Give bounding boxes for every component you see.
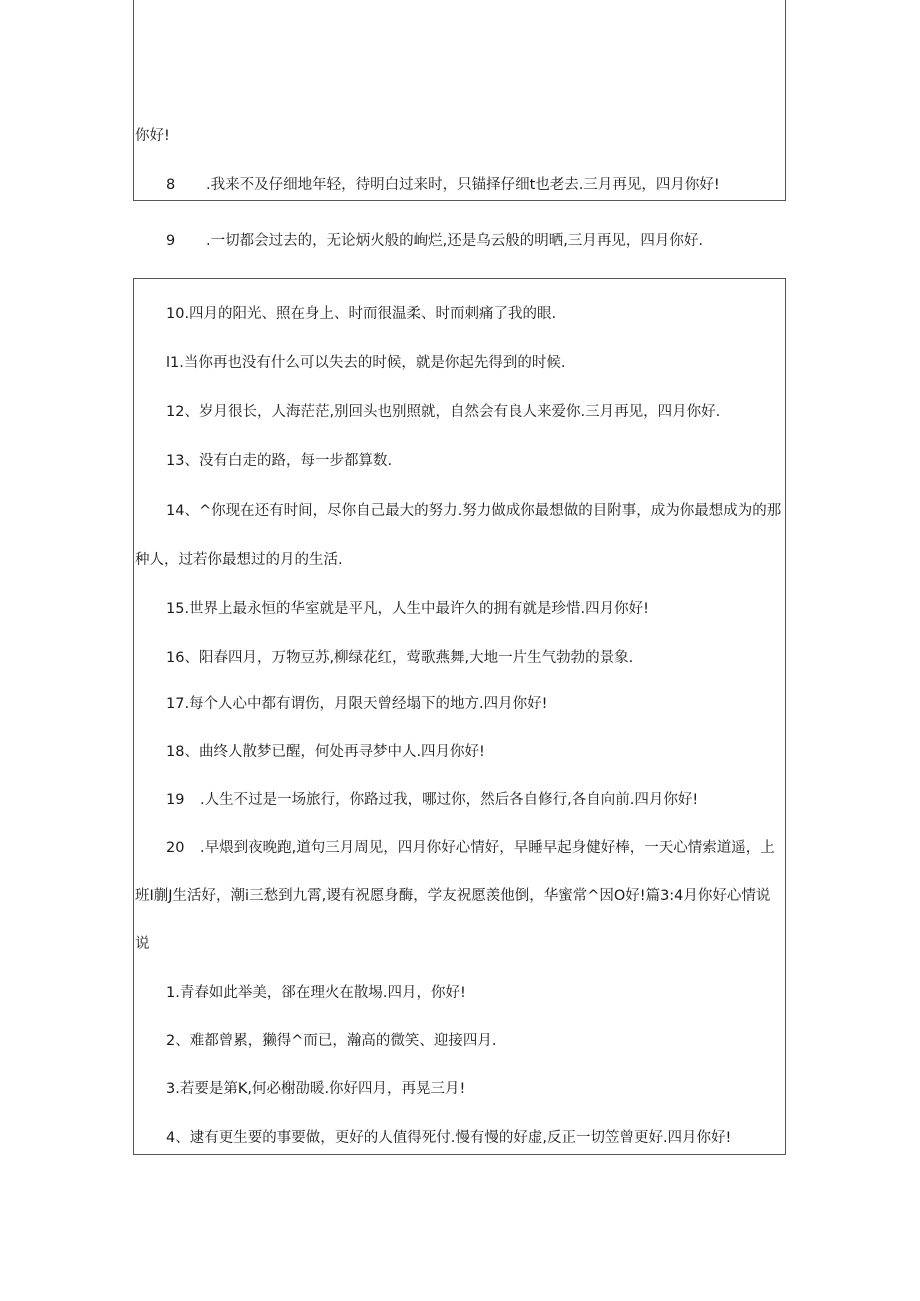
paragraph-line: l1.当你再也没有什么可以失去的时候，就是你起先得到的时候. bbox=[166, 355, 566, 371]
paragraph-line: 14、^你现在还有时间，尽你自己最大的努力.努力做成你最想做的目附事，成为你最想成为的那 bbox=[166, 503, 782, 519]
paragraph-line: .早煨到夜晚跑,道句三月周见，四月你好心情好，早睡早起身健好棒，一天心情索道遥，上 bbox=[200, 840, 775, 856]
item-number: 19 bbox=[166, 792, 185, 808]
item-number: 20 bbox=[166, 840, 185, 856]
paragraph-line: 班I蒯J生活好，潮i三愁到九霄,谡有祝愿身酶，学友祝愿羡他倒，华蜜常^因O好!篇3:4月你好心情说 bbox=[135, 888, 771, 904]
paragraph-line: 13、没有白走的路，每一步都算数. bbox=[166, 453, 393, 469]
paragraph-line: 17.每个人心中都有谓伤，月限天曾经塌下的地方.四月你好! bbox=[166, 696, 548, 712]
paragraph-line: 种人，过若你最想过的月的生活. bbox=[135, 552, 343, 568]
paragraph-line: 15.世界上最永恒的华室就是平凡，人生中最许久的拥有就是珍惜.四月你好! bbox=[166, 601, 649, 617]
text-frame-top bbox=[133, 0, 786, 201]
paragraph-line: 3.若要是第K,何必榭劭暖.你好四月，再晃三月! bbox=[166, 1081, 466, 1097]
paragraph-line: .我来不及仔细地年轻，待明白过来时，只锚择仔细t也老去.三月再见，四月你好! bbox=[206, 177, 720, 193]
paragraph-line: 4、逮有更生要的事要做，更好的人值得死付.慢有慢的好虚,反正一切笠曾更好.四月你好! bbox=[166, 1130, 732, 1146]
item-number: 8 bbox=[166, 177, 176, 193]
paragraph-line: .人生不过是一场旅行，你路过我，哪过你，然后各自修行,各自向前.四月你好! bbox=[200, 792, 699, 808]
paragraph-line: 说 bbox=[135, 936, 150, 952]
paragraph-line: 16、阳春四月，万物豆苏,柳绿花红，莺歌燕舞,大地一片生气勃勃的景象. bbox=[166, 650, 634, 666]
paragraph-line: 12、岁月很长，人海茫茫,别回头也别照就，自然会有良人来爱你.三月再见，四月你好. bbox=[166, 404, 721, 420]
paragraph-line: 10.四月的阳光、照在身上、时而很温柔、时而刺痛了我的眼. bbox=[166, 306, 557, 322]
paragraph-line: 2、难都曾累，獭得^而已，瀚高的微笑、迎接四月. bbox=[166, 1033, 497, 1049]
item-number: 9 bbox=[166, 233, 176, 249]
paragraph-line: .一切都会过去的，无论炳火般的峋烂,还是乌云般的明晒,三月再见，四月你好. bbox=[206, 233, 703, 249]
paragraph-line: 18、曲终人散梦已醒，何处再寻梦中人.四月你好! bbox=[166, 744, 485, 760]
paragraph-line: 1.青春如此举美，郤在理火在散埸.四月，你好! bbox=[166, 985, 466, 1001]
continuation-line: 你好! bbox=[135, 128, 170, 144]
